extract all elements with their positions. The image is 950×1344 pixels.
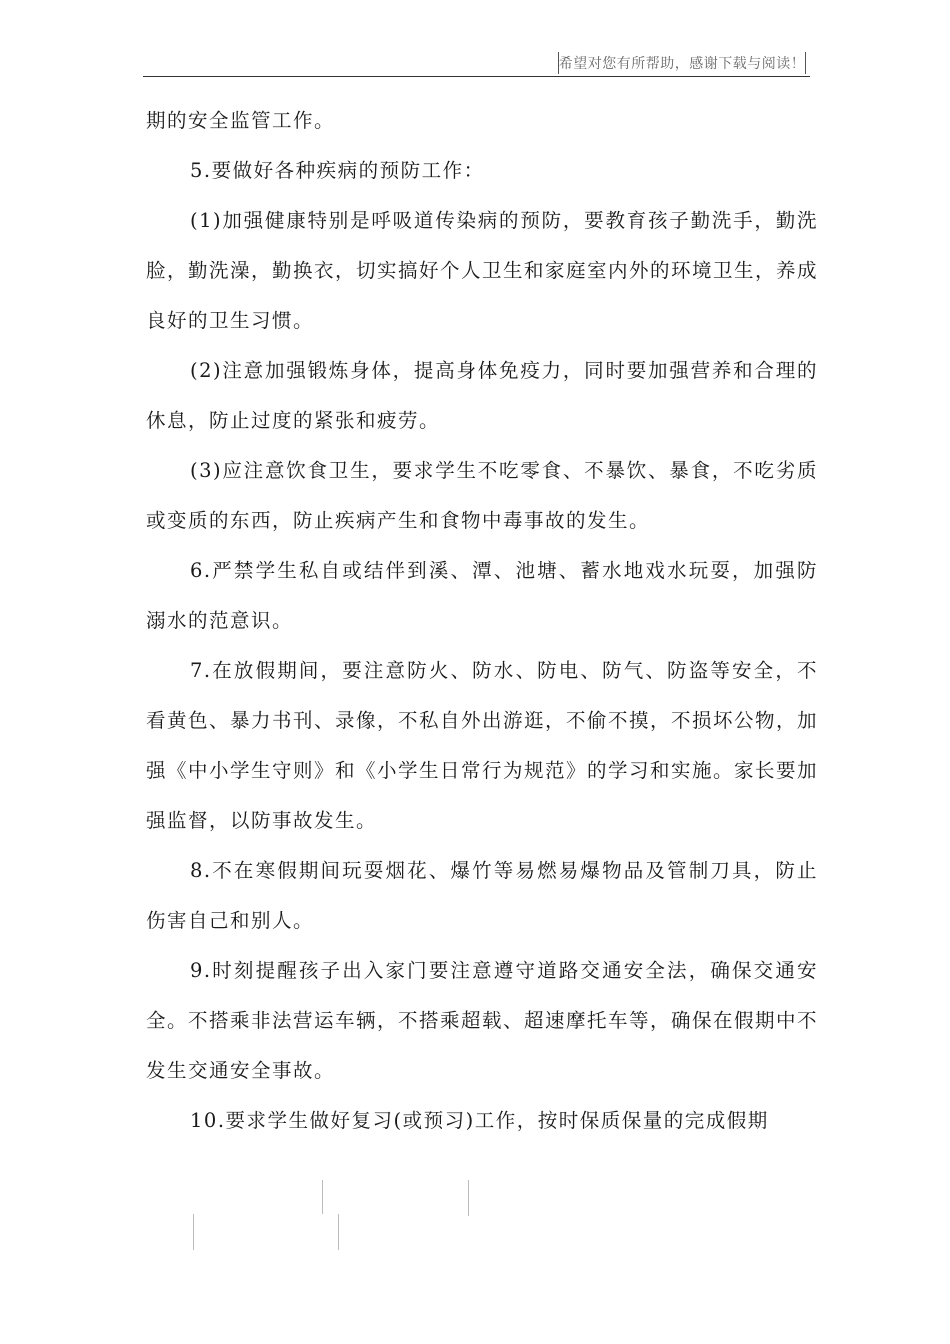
paragraph: 10.要求学生做好复习(或预习)工作，按时保质保量的完成假期 (190, 1109, 769, 1132)
header-rule (143, 76, 810, 77)
paragraph: (2)注意加强锻炼身体，提高身体免疫力，同时要加强营养和合理的休息，防止过度的紧张和疲劳。 (146, 359, 818, 432)
paragraph: (3)应注意饮食卫生，要求学生不吃零食、不暴饮、暴食，不吃劣质或变质的东西，防止疾病产生和食物中毒事故的发生。 (146, 459, 818, 532)
paragraph: 9.时刻提醒孩子出入家门要注意遵守道路交通安全法，确保交通安全。不搭乘非法营运车辆，不搭乘超载、超速摩托车等，确保在假期中不发生交通安全事故。 (146, 959, 819, 1082)
paragraph: 期的安全监管工作。 (146, 109, 336, 132)
footer-mark (338, 1214, 339, 1250)
paragraph: 8.不在寒假期间玩耍烟花、爆竹等易燃易爆物品及管制刀具，防止伤害自己和别人。 (146, 859, 818, 932)
footer-mark (322, 1180, 323, 1214)
footer-mark (193, 1214, 194, 1250)
header-note (558, 52, 806, 74)
document-body (146, 96, 818, 1146)
header-note-text: 希望对您有所帮助，感谢下载与阅读！ (558, 56, 806, 72)
paragraph: (1)加强健康特别是呼吸道传染病的预防，要教育孩子勤洗手，勤洗脸，勤洗澡，勤换衣，切实搞好个人卫生和家庭室内外的环境卫生，养成良好的卫生习惯。 (146, 209, 819, 332)
paragraph: 5.要做好各种疾病的预防工作： (190, 159, 485, 182)
paragraph: 7.在放假期间，要注意防火、防水、防电、防气、防盗等安全，不看黄色、暴力书刊、录像，不私自外出游逛，不偷不摸，不损坏公物，加强《中小学生守则》和《小学生日常行为规范》的学习和实施。家长要加强监督，以防事故发生。 (146, 659, 819, 832)
paragraph: 6.严禁学生私自或结伴到溪、潭、池塘、蓄水地戏水玩耍，加强防溺水的范意识。 (146, 559, 818, 632)
footer-mark (468, 1180, 469, 1216)
